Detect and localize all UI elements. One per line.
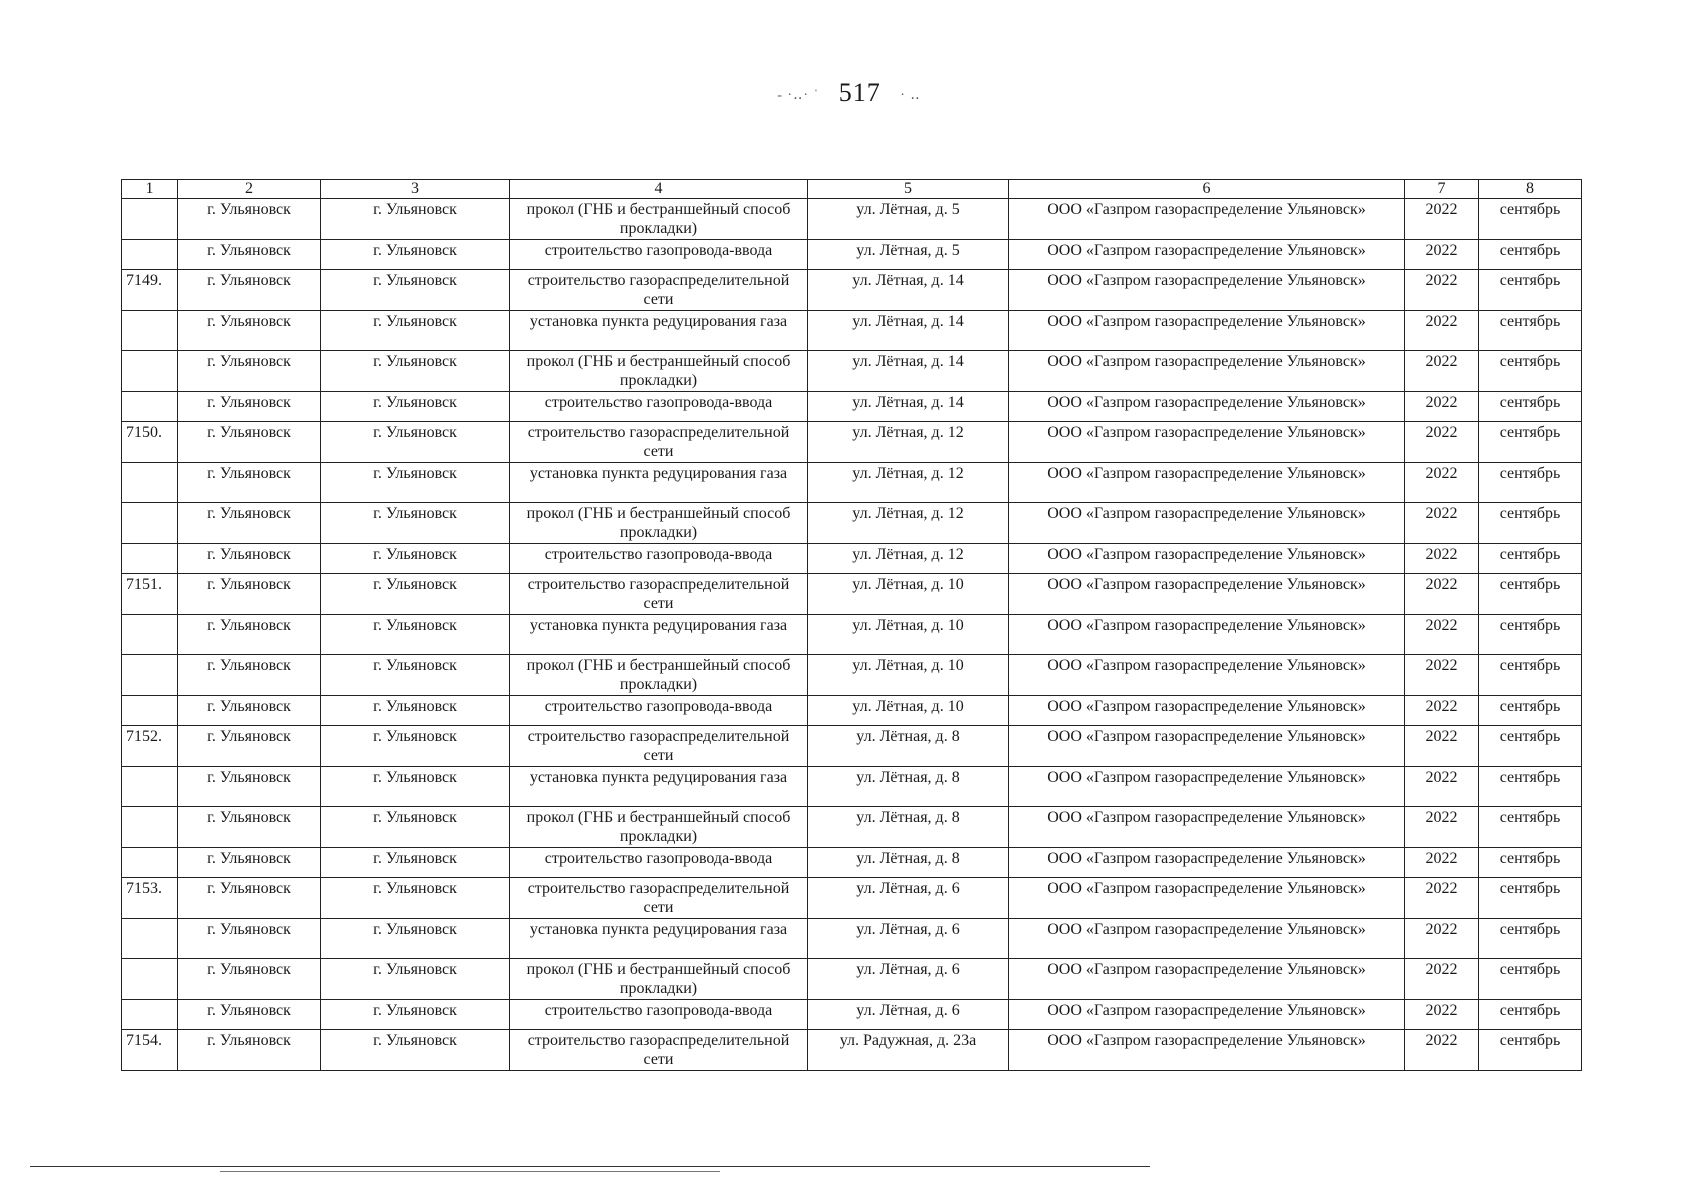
- cell-address: ул. Радужная, д. 23а: [808, 1030, 1009, 1071]
- cell-year: 2022: [1405, 726, 1479, 767]
- cell-address: ул. Лётная, д. 10: [808, 574, 1009, 615]
- cell-region: г. Ульяновск: [178, 959, 321, 1000]
- scan-artifact: · ‥: [900, 87, 921, 103]
- table-row: [122, 199, 1582, 240]
- cell-month: сентябрь: [1479, 422, 1582, 463]
- cell-row-number: [122, 544, 178, 574]
- table-row: [122, 503, 1582, 544]
- table-header: [122, 180, 1582, 199]
- cell-municipality: г. Ульяновск: [321, 919, 510, 959]
- header-col-2: 2: [178, 180, 321, 199]
- cell-work-type: установка пункта редуцирования газа: [510, 919, 808, 959]
- table-row: [122, 311, 1582, 351]
- table-row: [122, 919, 1582, 959]
- cell-region: г. Ульяновск: [178, 311, 321, 351]
- cell-row-number: [122, 767, 178, 807]
- cell-year: 2022: [1405, 392, 1479, 422]
- cell-year: 2022: [1405, 270, 1479, 311]
- cell-municipality: г. Ульяновск: [321, 463, 510, 503]
- cell-address: ул. Лётная, д. 14: [808, 311, 1009, 351]
- header-col-8: 8: [1479, 180, 1582, 199]
- cell-row-number: 7149.: [122, 270, 178, 311]
- table-row: [122, 848, 1582, 878]
- cell-work-type: строительство газораспределительной сети: [510, 726, 808, 767]
- table-row: [122, 696, 1582, 726]
- cell-work-type: строительство газопровода-ввода: [510, 392, 808, 422]
- cell-address: ул. Лётная, д. 6: [808, 1000, 1009, 1030]
- cell-region: г. Ульяновск: [178, 503, 321, 544]
- cell-month: сентябрь: [1479, 807, 1582, 848]
- cell-address: ул. Лётная, д. 14: [808, 392, 1009, 422]
- cell-month: сентябрь: [1479, 311, 1582, 351]
- header-row: [122, 180, 1582, 199]
- cell-region: г. Ульяновск: [178, 544, 321, 574]
- cell-municipality: г. Ульяновск: [321, 959, 510, 1000]
- cell-work-type: строительство газопровода-ввода: [510, 848, 808, 878]
- cell-work-type: установка пункта редуцирования газа: [510, 311, 808, 351]
- cell-month: сентябрь: [1479, 544, 1582, 574]
- cell-municipality: г. Ульяновск: [321, 199, 510, 240]
- cell-organization: ООО «Газпром газораспределение Ульяновск»: [1009, 959, 1405, 1000]
- cell-year: 2022: [1405, 351, 1479, 392]
- cell-address: ул. Лётная, д. 10: [808, 655, 1009, 696]
- cell-row-number: 7153.: [122, 878, 178, 919]
- cell-row-number: 7154.: [122, 1030, 178, 1071]
- cell-municipality: г. Ульяновск: [321, 655, 510, 696]
- cell-address: ул. Лётная, д. 8: [808, 807, 1009, 848]
- cell-row-number: [122, 503, 178, 544]
- registry-table: [121, 179, 1582, 1071]
- cell-organization: ООО «Газпром газораспределение Ульяновск»: [1009, 544, 1405, 574]
- cell-address: ул. Лётная, д. 12: [808, 503, 1009, 544]
- cell-municipality: г. Ульяновск: [321, 767, 510, 807]
- cell-address: ул. Лётная, д. 6: [808, 919, 1009, 959]
- table-row: [122, 767, 1582, 807]
- table-row: [122, 544, 1582, 574]
- cell-address: ул. Лётная, д. 12: [808, 422, 1009, 463]
- cell-row-number: [122, 959, 178, 1000]
- table-body: [122, 199, 1582, 1071]
- cell-row-number: [122, 351, 178, 392]
- cell-address: ул. Лётная, д. 14: [808, 270, 1009, 311]
- cell-address: ул. Лётная, д. 6: [808, 878, 1009, 919]
- table-row: [122, 392, 1582, 422]
- cell-region: г. Ульяновск: [178, 270, 321, 311]
- cell-organization: ООО «Газпром газораспределение Ульяновск»: [1009, 919, 1405, 959]
- cell-organization: ООО «Газпром газораспределение Ульяновск»: [1009, 422, 1405, 463]
- header-col-1: 1: [122, 180, 178, 199]
- table-row: [122, 615, 1582, 655]
- cell-month: сентябрь: [1479, 463, 1582, 503]
- cell-year: 2022: [1405, 199, 1479, 240]
- cell-year: 2022: [1405, 959, 1479, 1000]
- cell-address: ул. Лётная, д. 12: [808, 463, 1009, 503]
- table-row: [122, 270, 1582, 311]
- cell-organization: ООО «Газпром газораспределение Ульяновск»: [1009, 392, 1405, 422]
- cell-work-type: прокол (ГНБ и бестраншейный способ прокладки): [510, 351, 808, 392]
- cell-municipality: г. Ульяновск: [321, 311, 510, 351]
- cell-work-type: установка пункта редуцирования газа: [510, 615, 808, 655]
- cell-municipality: г. Ульяновск: [321, 544, 510, 574]
- cell-year: 2022: [1405, 544, 1479, 574]
- bottom-rule: [30, 1166, 1150, 1167]
- cell-work-type: прокол (ГНБ и бестраншейный способ прокладки): [510, 503, 808, 544]
- cell-month: сентябрь: [1479, 655, 1582, 696]
- cell-municipality: г. Ульяновск: [321, 1000, 510, 1030]
- cell-organization: ООО «Газпром газораспределение Ульяновск»: [1009, 767, 1405, 807]
- cell-month: сентябрь: [1479, 1030, 1582, 1071]
- cell-month: сентябрь: [1479, 574, 1582, 615]
- cell-address: ул. Лётная, д. 6: [808, 959, 1009, 1000]
- cell-work-type: строительство газопровода-ввода: [510, 544, 808, 574]
- cell-address: ул. Лётная, д. 8: [808, 726, 1009, 767]
- cell-municipality: г. Ульяновск: [321, 351, 510, 392]
- cell-organization: ООО «Газпром газораспределение Ульяновск»: [1009, 574, 1405, 615]
- cell-year: 2022: [1405, 807, 1479, 848]
- cell-organization: ООО «Газпром газораспределение Ульяновск»: [1009, 240, 1405, 270]
- cell-address: ул. Лётная, д. 12: [808, 544, 1009, 574]
- table-row: [122, 422, 1582, 463]
- table-row: [122, 240, 1582, 270]
- cell-organization: ООО «Газпром газораспределение Ульяновск»: [1009, 503, 1405, 544]
- table-row: [122, 463, 1582, 503]
- cell-region: г. Ульяновск: [178, 919, 321, 959]
- cell-organization: ООО «Газпром газораспределение Ульяновск»: [1009, 351, 1405, 392]
- cell-row-number: [122, 615, 178, 655]
- cell-address: ул. Лётная, д. 5: [808, 199, 1009, 240]
- cell-year: 2022: [1405, 1000, 1479, 1030]
- cell-region: г. Ульяновск: [178, 422, 321, 463]
- cell-month: сентябрь: [1479, 270, 1582, 311]
- cell-work-type: строительство газопровода-ввода: [510, 696, 808, 726]
- cell-municipality: г. Ульяновск: [321, 270, 510, 311]
- cell-organization: ООО «Газпром газораспределение Ульяновск»: [1009, 655, 1405, 696]
- cell-year: 2022: [1405, 1030, 1479, 1071]
- cell-year: 2022: [1405, 311, 1479, 351]
- cell-organization: ООО «Газпром газораспределение Ульяновск»: [1009, 726, 1405, 767]
- cell-year: 2022: [1405, 848, 1479, 878]
- scan-artifact: ‐ ·‥· ˈ: [777, 87, 820, 103]
- cell-row-number: [122, 463, 178, 503]
- cell-municipality: г. Ульяновск: [321, 848, 510, 878]
- cell-month: сентябрь: [1479, 878, 1582, 919]
- table-row: [122, 574, 1582, 615]
- cell-organization: ООО «Газпром газораспределение Ульяновск»: [1009, 463, 1405, 503]
- cell-month: сентябрь: [1479, 767, 1582, 807]
- cell-municipality: г. Ульяновск: [321, 615, 510, 655]
- cell-region: г. Ульяновск: [178, 655, 321, 696]
- cell-region: г. Ульяновск: [178, 726, 321, 767]
- cell-region: г. Ульяновск: [178, 696, 321, 726]
- cell-row-number: 7151.: [122, 574, 178, 615]
- cell-municipality: г. Ульяновск: [321, 726, 510, 767]
- cell-work-type: строительство газопровода-ввода: [510, 240, 808, 270]
- cell-row-number: [122, 392, 178, 422]
- cell-row-number: [122, 1000, 178, 1030]
- cell-work-type: установка пункта редуцирования газа: [510, 463, 808, 503]
- cell-region: г. Ульяновск: [178, 392, 321, 422]
- cell-region: г. Ульяновск: [178, 574, 321, 615]
- cell-municipality: г. Ульяновск: [321, 807, 510, 848]
- cell-organization: ООО «Газпром газораспределение Ульяновск»: [1009, 696, 1405, 726]
- cell-organization: ООО «Газпром газораспределение Ульяновск»: [1009, 848, 1405, 878]
- cell-month: сентябрь: [1479, 848, 1582, 878]
- cell-region: г. Ульяновск: [178, 848, 321, 878]
- cell-address: ул. Лётная, д. 8: [808, 848, 1009, 878]
- cell-region: г. Ульяновск: [178, 351, 321, 392]
- cell-region: г. Ульяновск: [178, 240, 321, 270]
- cell-organization: ООО «Газпром газораспределение Ульяновск»: [1009, 199, 1405, 240]
- cell-organization: ООО «Газпром газораспределение Ульяновск»: [1009, 615, 1405, 655]
- cell-work-type: прокол (ГНБ и бестраншейный способ прокладки): [510, 199, 808, 240]
- cell-year: 2022: [1405, 463, 1479, 503]
- cell-row-number: [122, 807, 178, 848]
- cell-municipality: г. Ульяновск: [321, 392, 510, 422]
- bottom-rule-secondary: [220, 1171, 720, 1172]
- cell-municipality: г. Ульяновск: [321, 696, 510, 726]
- cell-year: 2022: [1405, 696, 1479, 726]
- cell-municipality: г. Ульяновск: [321, 422, 510, 463]
- cell-address: ул. Лётная, д. 8: [808, 767, 1009, 807]
- cell-month: сентябрь: [1479, 392, 1582, 422]
- table-row: [122, 1030, 1582, 1071]
- cell-organization: ООО «Газпром газораспределение Ульяновск»: [1009, 1030, 1405, 1071]
- cell-work-type: прокол (ГНБ и бестраншейный способ прокладки): [510, 959, 808, 1000]
- cell-year: 2022: [1405, 655, 1479, 696]
- cell-month: сентябрь: [1479, 696, 1582, 726]
- cell-year: 2022: [1405, 878, 1479, 919]
- cell-work-type: строительство газораспределительной сети: [510, 574, 808, 615]
- page-number: 517: [838, 78, 881, 107]
- cell-region: г. Ульяновск: [178, 615, 321, 655]
- cell-month: сентябрь: [1479, 726, 1582, 767]
- header-col-6: 6: [1009, 180, 1405, 199]
- table-row: [122, 655, 1582, 696]
- cell-region: г. Ульяновск: [178, 463, 321, 503]
- cell-year: 2022: [1405, 422, 1479, 463]
- cell-address: ул. Лётная, д. 10: [808, 696, 1009, 726]
- header-col-5: 5: [808, 180, 1009, 199]
- cell-month: сентябрь: [1479, 919, 1582, 959]
- cell-year: 2022: [1405, 919, 1479, 959]
- cell-row-number: [122, 696, 178, 726]
- cell-address: ул. Лётная, д. 5: [808, 240, 1009, 270]
- table-row: [122, 807, 1582, 848]
- cell-month: сентябрь: [1479, 1000, 1582, 1030]
- header-col-3: 3: [321, 180, 510, 199]
- table-row: [122, 959, 1582, 1000]
- cell-row-number: [122, 311, 178, 351]
- cell-year: 2022: [1405, 240, 1479, 270]
- cell-row-number: [122, 655, 178, 696]
- cell-region: г. Ульяновск: [178, 807, 321, 848]
- cell-work-type: строительство газораспределительной сети: [510, 878, 808, 919]
- cell-month: сентябрь: [1479, 240, 1582, 270]
- cell-year: 2022: [1405, 767, 1479, 807]
- cell-month: сентябрь: [1479, 199, 1582, 240]
- page-number-area: [0, 78, 1698, 108]
- cell-work-type: прокол (ГНБ и бестраншейный способ прокладки): [510, 807, 808, 848]
- cell-year: 2022: [1405, 574, 1479, 615]
- cell-municipality: г. Ульяновск: [321, 503, 510, 544]
- table-row: [122, 878, 1582, 919]
- table-row: [122, 1000, 1582, 1030]
- cell-month: сентябрь: [1479, 503, 1582, 544]
- cell-work-type: установка пункта редуцирования газа: [510, 767, 808, 807]
- cell-organization: ООО «Газпром газораспределение Ульяновск»: [1009, 1000, 1405, 1030]
- cell-work-type: строительство газораспределительной сети: [510, 422, 808, 463]
- cell-row-number: 7152.: [122, 726, 178, 767]
- cell-region: г. Ульяновск: [178, 199, 321, 240]
- table-row: [122, 726, 1582, 767]
- cell-month: сентябрь: [1479, 615, 1582, 655]
- cell-work-type: строительство газораспределительной сети: [510, 270, 808, 311]
- header-col-7: 7: [1405, 180, 1479, 199]
- cell-row-number: [122, 848, 178, 878]
- cell-region: г. Ульяновск: [178, 1030, 321, 1071]
- cell-month: сентябрь: [1479, 959, 1582, 1000]
- cell-year: 2022: [1405, 503, 1479, 544]
- cell-organization: ООО «Газпром газораспределение Ульяновск»: [1009, 311, 1405, 351]
- cell-organization: ООО «Газпром газораспределение Ульяновск»: [1009, 270, 1405, 311]
- cell-work-type: строительство газопровода-ввода: [510, 1000, 808, 1030]
- cell-row-number: [122, 199, 178, 240]
- cell-month: сентябрь: [1479, 351, 1582, 392]
- cell-work-type: строительство газораспределительной сети: [510, 1030, 808, 1071]
- cell-municipality: г. Ульяновск: [321, 574, 510, 615]
- cell-municipality: г. Ульяновск: [321, 240, 510, 270]
- cell-municipality: г. Ульяновск: [321, 878, 510, 919]
- cell-work-type: прокол (ГНБ и бестраншейный способ прокладки): [510, 655, 808, 696]
- cell-address: ул. Лётная, д. 14: [808, 351, 1009, 392]
- cell-year: 2022: [1405, 615, 1479, 655]
- cell-organization: ООО «Газпром газораспределение Ульяновск»: [1009, 807, 1405, 848]
- cell-region: г. Ульяновск: [178, 878, 321, 919]
- cell-row-number: 7150.: [122, 422, 178, 463]
- header-col-4: 4: [510, 180, 808, 199]
- cell-organization: ООО «Газпром газораспределение Ульяновск»: [1009, 878, 1405, 919]
- table-row: [122, 351, 1582, 392]
- cell-row-number: [122, 240, 178, 270]
- cell-row-number: [122, 919, 178, 959]
- cell-municipality: г. Ульяновск: [321, 1030, 510, 1071]
- cell-region: г. Ульяновск: [178, 767, 321, 807]
- cell-address: ул. Лётная, д. 10: [808, 615, 1009, 655]
- cell-region: г. Ульяновск: [178, 1000, 321, 1030]
